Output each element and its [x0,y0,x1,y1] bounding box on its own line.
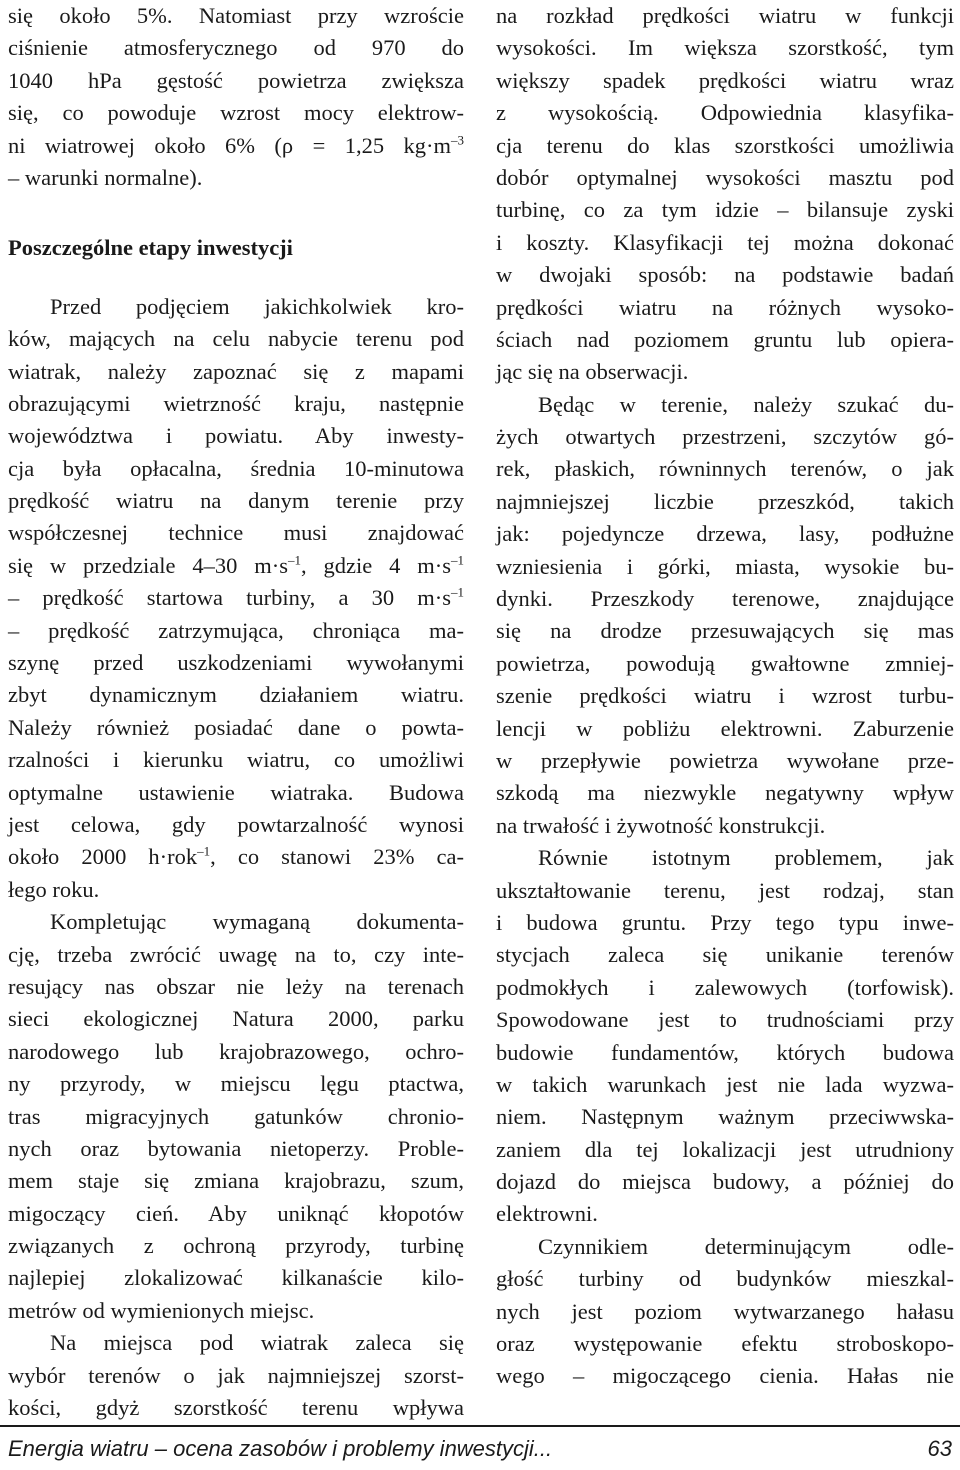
text-line: kości, gdyż szorstkość terenu wpływa [8,1395,464,1421]
text-line: Będąc w terenie, należy szukać du- [538,391,954,417]
text-line: współczesnej technice musi znajdować [8,520,464,546]
paragraph [8,906,464,1327]
paragraph [496,1231,954,1393]
paragraph [496,389,954,842]
page-footer [8,1432,952,1466]
left-column [8,0,464,1424]
text-line: szkodą ma niezwykle negatywny wpływ [496,780,954,806]
text-line: cję, trzeba zwrócić uwagę na to, czy inte- [8,941,464,967]
text-line: migoczący cień. Aby uniknąć kłopotów [8,1200,464,1226]
text-line: łego roku. [8,876,100,902]
text-line: cja terenu do klas szorstkości umożliwia [496,132,954,158]
text-line: Równie istotnym problemem, jak [538,845,954,871]
running-title: Energia wiatru – ocena zasobów i problemy inwestycji... [8,1436,553,1461]
text-line: jąc się na obserwacji. [496,359,689,385]
text-line: w przepływie powietrza wywołane prze- [496,747,954,773]
text-line: lencji w pobliżu elektrowni. Zaburzenie [496,715,954,741]
text-line [8,550,464,582]
text-line: zaniem dla tej lokalizacji jest utrudniony [496,1136,954,1162]
text-line: w takich warunkach jest nie lada wyzwa- [496,1071,954,1097]
text-line: prędkość wiatru na danym terenie przy [8,488,464,514]
text-line: dojazd do miejsca budowy, a później do [496,1169,954,1195]
text-line: się, co powoduje wzrost mocy elektrow- [8,100,464,126]
text-line [8,130,464,162]
superscript: –1 [451,552,464,568]
text-line: jak: pojedyncze drzewa, lasy, podłużne [496,521,954,547]
text-fragment: około 2000 h·rok [8,844,198,870]
text-line: resujący nas obszar nie leży na terenach [8,973,464,999]
text-line: dynki. Przeszkody terenowe, znajdujące [496,586,954,612]
text-line: powietrza, powodują gwałtowne zmniej- [496,650,954,676]
superscript: –3 [451,132,464,148]
text-line: Spowodowane jest to trudnościami przy [496,1007,954,1033]
text-line: województwa i powiatu. Aby inwesty- [8,423,464,449]
text-line: na rozkład prędkości wiatru w funkcji [496,3,954,28]
text-line: Należy również posiadać dane o powta- [8,714,464,740]
text-line: stycjach zaleca się unikanie terenów [496,942,954,968]
text-line: najlepiej zlokalizować kilkanaście kilo- [8,1265,464,1291]
paragraph [8,1327,464,1424]
text-line: optymalne ustawienie wiatraka. Budowa [8,779,464,805]
text-line: nych jest poziom wytwarzanego hałasu [496,1298,954,1324]
text-fragment: się w przedziale 4–30 m·s [8,552,288,578]
text-line: ukształtowanie terenu, jest rodzaj, stan [496,877,954,903]
text-line: turbinę, co za tym idzie – bilansuje zyski [496,197,954,223]
text-line [8,582,464,614]
text-line: większy spadek prędkości wiatru wraz [496,67,954,93]
text-line: ny przyrody, w miejscu lęgu ptactwa, [8,1071,464,1097]
text-line: Czynnikiem determinującym odle- [538,1233,954,1259]
text-line: prędkości wiatru na różnych wysoko- [496,294,954,320]
text-line: narodowego lub krajobrazowego, ochro- [8,1038,464,1064]
superscript: –1 [287,552,301,568]
paragraph [496,0,954,389]
text-line: cja była opłacalna, średnia 10-minutowa [8,455,464,481]
text-line: wego – migoczącego cienia. Hałas nie [496,1363,954,1389]
paragraph [496,842,954,1231]
text-line [8,841,464,873]
text-fragment: ni wiatrowej około 6% (ρ = 1,25 kg·m [8,132,451,158]
text-line: i budowa gruntu. Przy tego typu inwe- [496,909,954,935]
text-line: żych otwartych przestrzeni, szczytów gó- [496,424,954,450]
text-fragment: – prędkość startowa turbiny, a 30 m·s [8,585,451,611]
text-line: na trwałość i żywotność konstrukcji. [496,812,826,838]
superscript: –1 [197,843,211,859]
superscript: –1 [451,584,464,600]
text-line: – prędkość zatrzymująca, chroniąca ma- [8,617,464,643]
text-line: mem staje się zmiana krajobrazu, szum, [8,1168,464,1194]
text-line: się około 5%. Natomiast przy wzroście [8,3,464,28]
text-line: elektrowni. [496,1201,598,1227]
paragraph [8,0,464,194]
text-line: wzniesienia i górki, miasta, wysokie bu- [496,553,954,579]
text-line: 1040 hPa gęstość powietrza zwiększa [8,67,464,93]
text-line: rzalności i kierunku wiatru, co umożliwi [8,747,464,773]
text-line: wiatrak, należy zapoznać się z mapami [8,358,464,384]
text-line: sieci ekologicznej Natura 2000, parku [8,1006,464,1032]
text-line: ściach nad poziomem gruntu lub opiera- [496,326,954,352]
text-line: zbyt dynamicznym działaniem wiatru. [8,682,464,708]
footer-divider [0,1425,960,1427]
text-line: związanych z ochroną przyrody, turbinę [8,1233,464,1259]
text-line: z wysokością. Odpowiednia klasyfika- [496,100,954,126]
text-line: i koszty. Klasyfikacji tej można dokonać [496,229,954,255]
text-line: podmokłych i zalewowych (torfowisk). [496,974,954,1000]
paragraph [8,291,464,906]
text-line: nych oraz bytowania nietoperzy. Proble- [8,1135,464,1161]
text-line: tras migracyjnych gatunków chronio- [8,1103,464,1129]
text-line: oraz występowanie efektu stroboskopo- [496,1331,954,1357]
text-line: Na miejsca pod wiatrak zaleca się [50,1330,464,1356]
text-line: – warunki normalne). [8,164,203,190]
section-heading: Poszczególne etapy inwestycji [8,235,293,261]
text-line: w dwojaki sposób: na podstawie badań [496,262,954,288]
text-line: obrazującymi wietrzność kraju, następnie [8,390,464,416]
page-number: 63 [927,1436,952,1461]
right-column [496,0,954,1393]
text-line: wybór terenów o jak najmniejszej szorst- [8,1362,464,1388]
text-line: niem. Następnym ważnym przeciwwska- [496,1104,954,1130]
text-line: szenie prędkości wiatru i wzrost turbu- [496,683,954,709]
text-fragment: , co stanowi 23% ca- [210,844,464,870]
text-line: metrów od wymienionych miejsc. [8,1297,315,1323]
text-line: głość turbiny od budynków mieszkal- [496,1266,954,1292]
text-line: się na drodze przesuwających się mas [496,618,954,644]
text-line: Przed podjęciem jakichkolwiek kro- [50,293,464,319]
text-line: szynę przed uszkodzeniami wywołanymi [8,650,464,676]
text-line: ciśnienie atmosferycznego od 970 do [8,35,464,61]
text-line: jest celowa, gdy powtarzalność wynosi [8,811,464,837]
text-line: Kompletując wymaganą dokumenta- [50,909,464,935]
text-line: wysokości. Im większa szorstkość, tym [496,35,954,61]
text-line: rek, płaskich, równinnych terenów, o jak [496,456,954,482]
text-line: ków, mających na celu nabycie terenu pod [8,326,464,352]
text-line: dobór optymalnej wysokości masztu pod [496,164,954,190]
text-fragment: , gdzie 4 m·s [300,552,451,578]
text-line: budowie fundamentów, których budowa [496,1039,954,1065]
text-line: najmniejszej liczbie przeszkód, takich [496,488,954,514]
